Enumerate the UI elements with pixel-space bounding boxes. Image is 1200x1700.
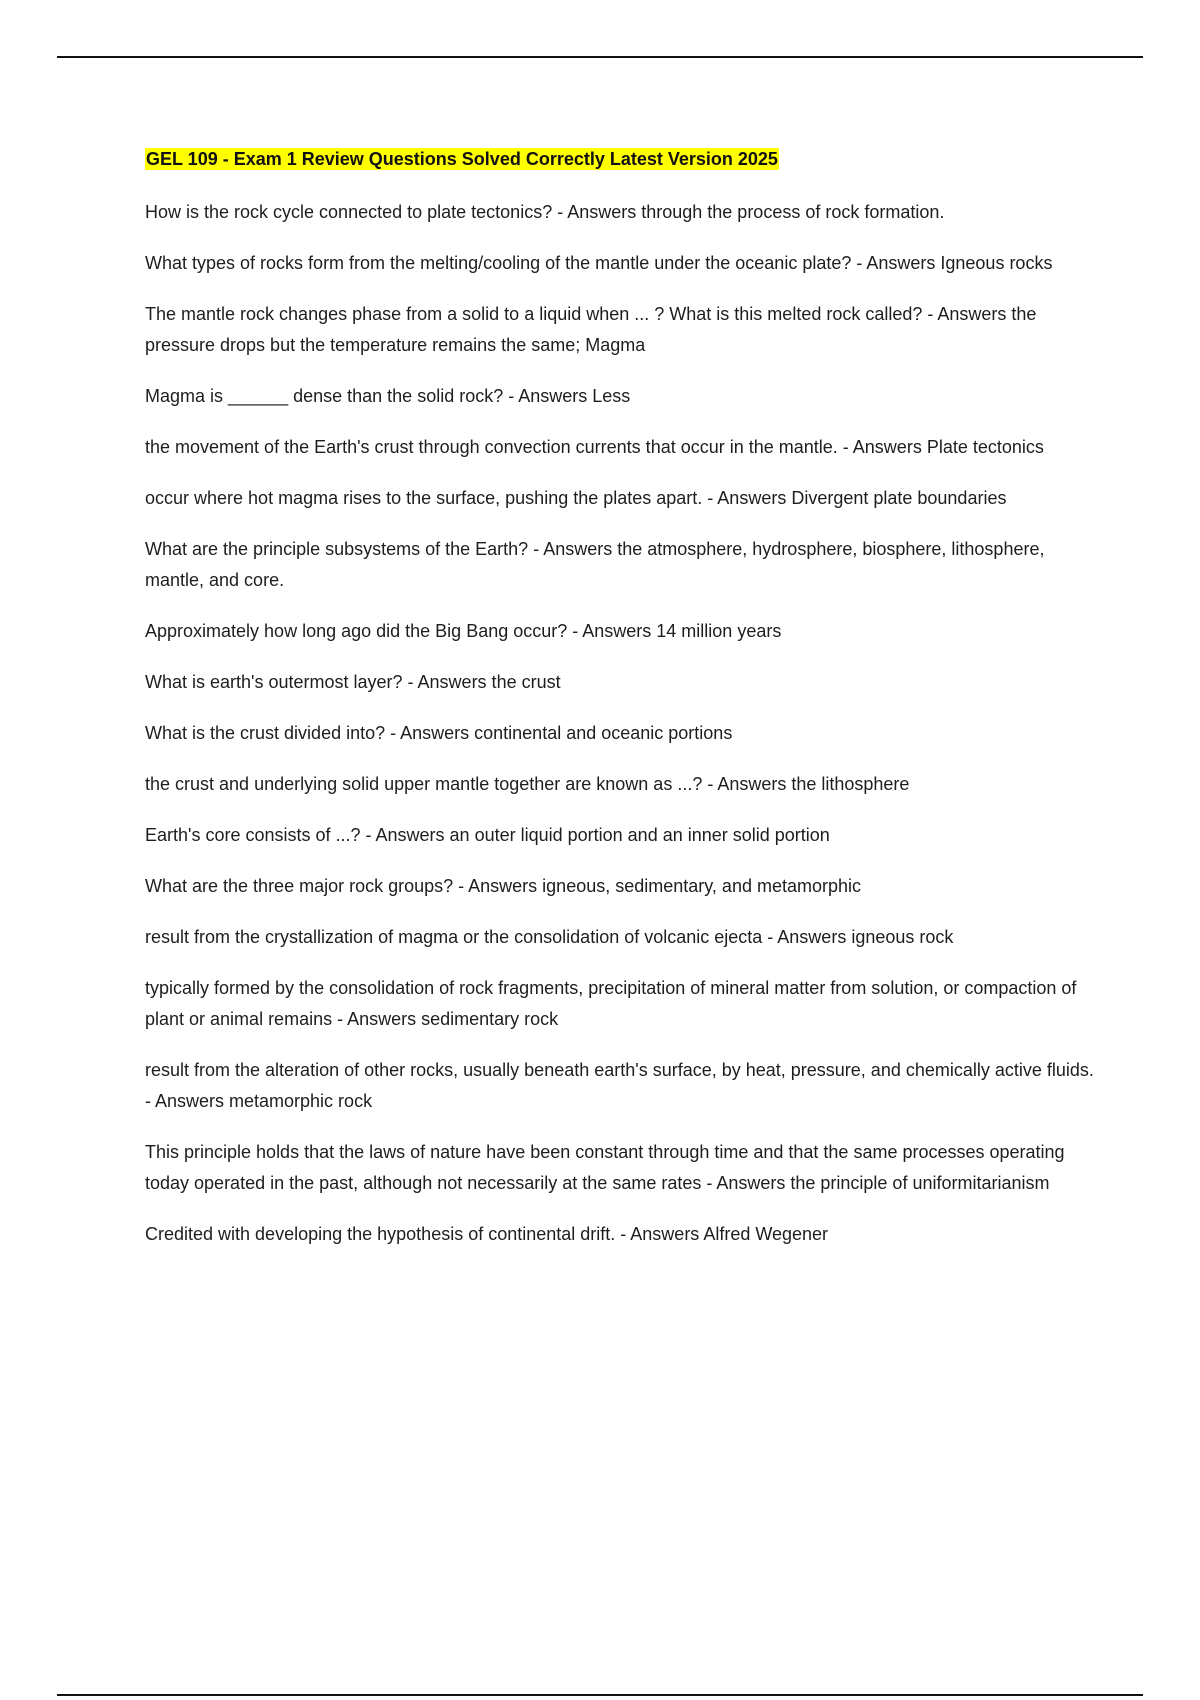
document-title: GEL 109 - Exam 1 Review Questions Solved Correctly Latest Version 2025 <box>146 149 778 169</box>
qa-item: What are the principle subsystems of the Earth? - Answers the atmosphere, hydrosphere, biosphere, lithosphere, mantle, and core. <box>145 539 1045 590</box>
qa-item: the movement of the Earth's crust through convection currents that occur in the mantle. - Answers Plate tectonics <box>145 437 1044 457</box>
qa-item: result from the alteration of other rocks, usually beneath earth's surface, by heat, pressure, and chemically active fluids. - Answers metamorphic rock <box>145 1060 1094 1111</box>
qa-item: What are the three major rock groups? - Answers igneous, sedimentary, and metamorphic <box>145 876 862 896</box>
qa-item: the crust and underlying solid upper mantle together are known as ...? - Answers the lithosphere <box>145 774 910 794</box>
header-rule <box>57 56 1143 58</box>
footer-rule <box>57 1694 1143 1696</box>
qa-list <box>145 197 1095 1250</box>
qa-item: Credited with developing the hypothesis of continental drift. - Answers Alfred Wegener <box>145 1224 829 1244</box>
qa-item: result from the crystallization of magma or the consolidation of volcanic ejecta - Answers igneous rock <box>145 927 954 947</box>
qa-item: Earth's core consists of ...? - Answers an outer liquid portion and an inner solid portion <box>145 825 830 845</box>
qa-item: Magma is ______ dense than the solid rock? - Answers Less <box>145 386 631 406</box>
title-line <box>145 145 1095 175</box>
qa-item: What types of rocks form from the melting/cooling of the mantle under the oceanic plate? - Answers Igneous rocks <box>145 253 1053 273</box>
qa-item: What is earth's outermost layer? - Answers the crust <box>145 672 561 692</box>
qa-item: The mantle rock changes phase from a solid to a liquid when ... ? What is this melted rock called? - Answers the pressure drops but the temperature remains the same; Magma <box>145 304 1037 355</box>
qa-item: typically formed by the consolidation of rock fragments, precipitation of mineral matter from solution, or compaction of plant or animal remains - Answers sedimentary rock <box>145 978 1077 1029</box>
qa-item: This principle holds that the laws of nature have been constant through time and that the same processes operating today operated in the past, although not necessarily at the same rates - Answers the principle of uniformitarianism <box>145 1142 1065 1193</box>
document-body <box>145 145 1095 1270</box>
qa-item: occur where hot magma rises to the surface, pushing the plates apart. - Answers Divergent plate boundaries <box>145 488 1007 508</box>
qa-item: How is the rock cycle connected to plate tectonics? - Answers through the process of rock formation. <box>145 202 945 222</box>
qa-item: Approximately how long ago did the Big Bang occur? - Answers 14 million years <box>145 621 782 641</box>
qa-item: What is the crust divided into? - Answers continental and oceanic portions <box>145 723 733 743</box>
